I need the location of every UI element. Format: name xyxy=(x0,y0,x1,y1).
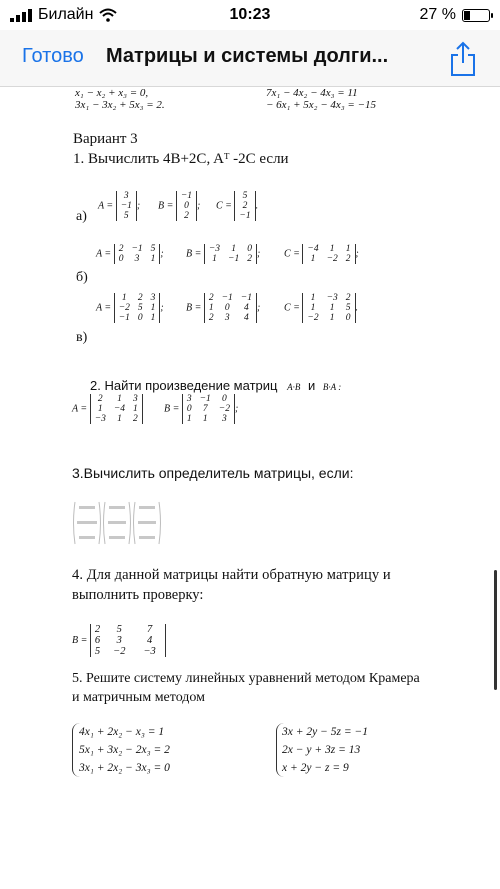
matrix-cell: 3 xyxy=(224,313,230,323)
matrix-cell: 1 xyxy=(345,244,351,254)
battery-icon xyxy=(462,9,490,22)
matrix-cell: 0 xyxy=(224,303,230,313)
scroll-indicator[interactable] xyxy=(494,570,497,690)
matrix-cell: 1 xyxy=(150,254,156,264)
matrix-cell: −1 xyxy=(120,201,132,211)
matrix-cell: 0 xyxy=(118,254,124,264)
matrix-cell: 2 xyxy=(345,254,351,264)
matrix-b-B: B = −3 1 0 1 −1 2 ; xyxy=(186,244,261,264)
matrix-cell: 2 xyxy=(208,313,214,323)
matrix-cell: −2 xyxy=(307,313,319,323)
matrix-cell: 2 xyxy=(94,624,101,635)
equation: 2x − y + 3z = 13 xyxy=(282,744,361,756)
matrix-name: A = xyxy=(98,200,114,212)
matrix-cell: 1 xyxy=(121,293,127,303)
task-2-text xyxy=(90,378,341,393)
matrix-cell: 2 xyxy=(118,244,124,254)
matrix-name: C = xyxy=(284,248,300,260)
matrix-cell: 1 xyxy=(202,414,208,424)
matrix-cell: 2 xyxy=(184,211,189,221)
battery-fill xyxy=(464,11,470,20)
matrix-cell: 1 xyxy=(150,303,156,313)
matrix-cell: −1 xyxy=(221,293,233,303)
matrix-name: A = xyxy=(96,248,112,260)
matrix-cell: 3 xyxy=(221,414,227,424)
blurred-determinants-image xyxy=(72,500,162,546)
matrix-cell: −2 xyxy=(118,303,130,313)
matrix-cell: 4 xyxy=(243,303,249,313)
status-bar xyxy=(0,0,500,30)
matrix-cell: 3 xyxy=(123,191,129,201)
matrix-cell: 3 xyxy=(134,254,140,264)
matrix-cell: −1 xyxy=(131,244,143,254)
matrix-cell: 1 xyxy=(231,244,236,254)
document-page[interactable] xyxy=(0,87,500,889)
matrix-cell: 1 xyxy=(310,254,316,264)
equation: − 6x₁ + 5x₂ − 4x₃ = −15 xyxy=(266,99,376,111)
matrix-cell: 5 xyxy=(137,303,143,313)
matrix-cell: 3 xyxy=(116,635,122,646)
task-4-line-1: 4. Для данной матрицы найти обратную матрицу и xyxy=(72,567,391,583)
equation: x + 2y − z = 9 xyxy=(282,762,349,774)
task-5-line-1: 5. Решите системy линейных уравнений методом Крамера xyxy=(72,671,420,686)
matrix-t2-B: B = 3 −1 0 0 7 −2 1 1 3; xyxy=(164,394,239,424)
matrix-cell: 1 xyxy=(208,303,214,313)
matrix-cell: −2 xyxy=(113,646,126,657)
matrix-table xyxy=(302,244,355,264)
product-ab: A·B xyxy=(287,382,301,392)
matrix-table xyxy=(114,244,161,264)
matrix-cell: 0 xyxy=(137,313,143,323)
equation: 5x₁ + 3x₂ − 2x₃ = 2 xyxy=(79,744,170,756)
matrix-cell: 3 xyxy=(133,394,138,404)
matrix-cell: 2 xyxy=(208,293,214,303)
task-1-text: 1. Вычислить 4B+2C, Aᵀ -2C если xyxy=(73,151,289,167)
matrix-cell: 2 xyxy=(137,293,143,303)
carrier-name: Билайн xyxy=(38,6,94,23)
matrix-name: C = xyxy=(284,302,300,314)
matrix-cell: 1 xyxy=(329,313,335,323)
matrix-cell: 1 xyxy=(186,414,192,424)
matrix-a-A: A = 3 −1 5; xyxy=(98,191,141,221)
matrix-cell: −1 xyxy=(228,254,240,264)
matrix-b-C: C = −4 1 1 1 −2 2 ; xyxy=(284,244,359,264)
matrix-name: B = xyxy=(72,634,88,646)
matrix-cell: 1 xyxy=(310,303,316,313)
battery-group xyxy=(420,6,490,24)
matrix-cell: 4 xyxy=(147,635,153,646)
matrix-cell: 6 xyxy=(94,635,101,646)
matrix-cell: 1 xyxy=(117,394,122,404)
matrix-v-A: A = 1 2 3 −2 5 1 −1 0 1; xyxy=(96,293,164,323)
equation: 3x₁ − 3x₂ + 5x₃ = 2. xyxy=(75,99,165,111)
matrix-table xyxy=(114,293,161,323)
matrix-cell: 7 xyxy=(147,624,153,635)
matrix-cell: −1 xyxy=(239,211,251,221)
matrix-cell: −3 xyxy=(94,414,106,424)
matrix-name: A = xyxy=(72,403,88,415)
matrix-t4-B xyxy=(72,624,166,657)
matrix-cell: 2 xyxy=(242,201,248,211)
matrix-cell: 0 xyxy=(247,244,252,254)
clock: 10:23 xyxy=(229,6,271,23)
label-v: в) xyxy=(76,330,88,345)
matrix-name: B = xyxy=(158,200,174,212)
matrix-table xyxy=(90,624,166,657)
label-b: б) xyxy=(76,270,88,285)
matrix-cell: 2 xyxy=(133,414,138,424)
conjunction: и xyxy=(307,378,316,393)
done-button[interactable]: Готово xyxy=(22,45,84,67)
equation: x₁ − x₂ + x₃ = 0, xyxy=(75,87,149,99)
matrix-name: B = xyxy=(186,302,202,314)
matrix-cell: 1 xyxy=(133,404,138,414)
matrix-cell: 4 xyxy=(243,313,249,323)
matrix-cell: 1 xyxy=(117,414,122,424)
matrix-table xyxy=(182,394,235,424)
share-icon[interactable] xyxy=(446,40,480,78)
matrix-cell: −3 xyxy=(326,293,338,303)
matrix-cell: −1 xyxy=(199,394,211,404)
matrix-cell: 5 xyxy=(94,646,101,657)
document-title: Матрицы и системы долги... xyxy=(106,45,389,67)
matrix-cell: −4 xyxy=(113,404,126,414)
matrix-cell: 2 xyxy=(247,254,252,264)
navigation-bar xyxy=(0,30,500,87)
matrix-a-C: C = 5 2 −1. xyxy=(216,191,259,221)
matrix-table xyxy=(302,293,355,323)
matrix-cell: −1 xyxy=(240,293,252,303)
matrix-cell: 0 xyxy=(184,201,189,211)
matrix-cell: −3 xyxy=(143,646,156,657)
matrix-v-C: C = 1 −3 2 1 1 5 −2 1 0. xyxy=(284,293,359,323)
task-3-text: 3.Вычислить определитель матрицы, если: xyxy=(72,465,354,481)
matrix-table xyxy=(90,394,143,424)
matrix-cell: 3 xyxy=(150,293,156,303)
equation: 3x₁ + 2x₂ − 3x₃ = 0 xyxy=(79,762,170,774)
matrix-cell: −2 xyxy=(326,254,338,264)
task-4-line-2: выполнить проверку: xyxy=(72,587,204,603)
matrix-cell: 2 xyxy=(97,394,103,404)
matrix-cell: 5 xyxy=(242,191,248,201)
matrix-a-B: B = −1 0 2; xyxy=(158,191,201,221)
matrix-cell: 1 xyxy=(97,404,103,414)
matrix-table xyxy=(116,191,137,221)
matrix-cell: 5 xyxy=(150,244,156,254)
matrix-cell: −3 xyxy=(208,244,221,254)
matrix-v-B: B = 2 −1 −1 1 0 4 2 3 4; xyxy=(186,293,261,323)
product-ba: B·A : xyxy=(322,382,342,392)
matrix-cell: 5 xyxy=(123,211,129,221)
matrix-cell: −2 xyxy=(218,404,230,414)
matrix-cell: 0 xyxy=(221,394,227,404)
matrix-table xyxy=(204,293,257,323)
matrix-cell: 1 xyxy=(329,244,335,254)
matrix-t2-A xyxy=(72,394,143,424)
matrix-name: B = xyxy=(186,248,202,260)
matrix-cell: 1 xyxy=(212,254,217,264)
matrix-cell: 1 xyxy=(329,303,335,313)
task-5-line-2: и матричным методом xyxy=(72,690,206,705)
matrix-name: C = xyxy=(216,200,232,212)
matrix-name: B = xyxy=(164,403,180,415)
variant-heading: Вариант 3 xyxy=(73,131,138,147)
system-right xyxy=(276,723,368,777)
matrix-cell: −1 xyxy=(180,191,193,201)
matrix-cell: −4 xyxy=(307,244,319,254)
matrix-b-A: A = 2 −1 5 0 3 1 ; xyxy=(96,244,164,264)
matrix-cell: −1 xyxy=(118,313,130,323)
matrix-cell: 1 xyxy=(150,313,156,323)
matrix-table xyxy=(204,244,257,264)
top-system-left xyxy=(75,87,165,111)
label-a: а) xyxy=(76,209,87,224)
matrix-cell: 3 xyxy=(186,394,192,404)
top-system-right xyxy=(266,87,376,111)
battery-percent: 27 % xyxy=(419,6,456,23)
equation: 4x₁ + 2x₂ − x₃ = 1 xyxy=(79,726,165,738)
matrix-cell: 0 xyxy=(186,404,192,414)
matrix-cell: 1 xyxy=(310,293,316,303)
task-2-label: 2. Найти произведение матриц xyxy=(90,378,278,393)
equation: 3x + 2y − 5z = −1 xyxy=(282,726,368,738)
equation: 7x₁ − 4x₂ − 4x₃ = 11 xyxy=(266,87,358,99)
matrix-name: A = xyxy=(96,302,112,314)
matrix-cell: 2 xyxy=(345,293,351,303)
matrix-cell: 5 xyxy=(116,624,122,635)
matrix-cell: 5 xyxy=(345,303,351,313)
matrix-cell: 7 xyxy=(202,404,208,414)
system-left xyxy=(72,723,170,777)
matrix-cell: 0 xyxy=(345,313,351,323)
matrix-table xyxy=(234,191,255,221)
matrix-table xyxy=(176,191,197,221)
